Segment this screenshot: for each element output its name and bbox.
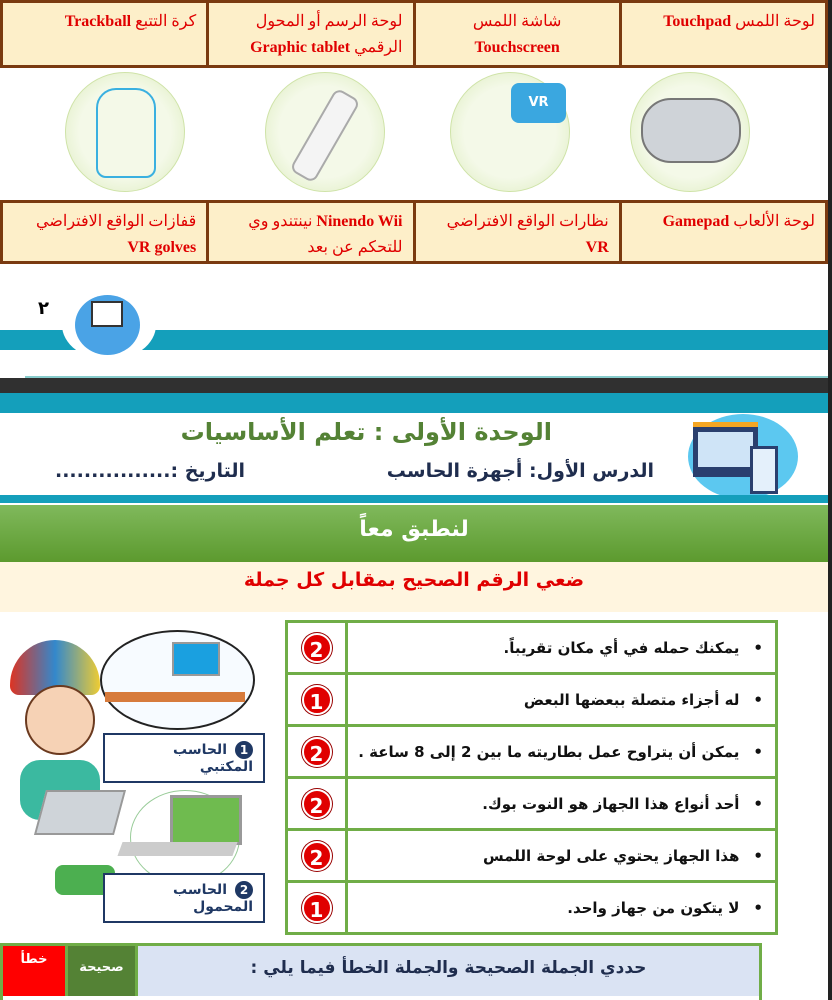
answer-badge: 2	[302, 633, 332, 663]
page-gap	[0, 378, 832, 393]
device-en: VR golves	[127, 239, 197, 256]
computer-logo-icon	[75, 295, 140, 355]
statement: • أحد أنواع هذا الجهاز هو النوت بوك.	[347, 778, 777, 830]
true-false-table	[0, 943, 762, 1000]
answer-cell[interactable]	[287, 674, 347, 726]
vr-gloves-image	[65, 72, 185, 192]
label-desktop	[103, 733, 265, 783]
device-ar: لوحة اللمس	[735, 13, 815, 30]
device-en: Touchpad	[663, 13, 732, 30]
answer-badge: 2	[302, 841, 332, 871]
answer-badge: 2	[302, 789, 332, 819]
table-row	[287, 778, 777, 830]
section-banner: لنطبق معاً	[0, 505, 828, 562]
false-header: خطأ	[3, 946, 68, 996]
table-row	[287, 882, 777, 934]
device-en: Touchscreen	[474, 39, 560, 56]
date-field: التاريخ :................	[55, 460, 245, 482]
monitor-icon	[688, 414, 798, 499]
wii-remote-image	[265, 72, 385, 192]
device-cell	[622, 3, 825, 65]
device-ar: لوحة الألعاب	[733, 213, 815, 230]
answer-badge: 1	[302, 685, 332, 715]
table-row	[287, 622, 777, 674]
device-en: Graphic tablet	[250, 39, 351, 56]
statement: • يمكن أن يتراوح عمل بطاريته ما بين 2 إلى 8 ساعة .	[347, 726, 777, 778]
device-cell	[416, 3, 619, 65]
statement: • لا يتكون من جهاز واحد.	[347, 882, 777, 934]
device-ar: قفازات الواقع الافتراضي	[35, 213, 197, 230]
device-en: VR	[585, 239, 609, 256]
device-ar: شاشة اللمس	[472, 13, 562, 30]
answer-cell[interactable]	[287, 778, 347, 830]
page-edge	[828, 0, 832, 1000]
device-en: Ninendo Wii	[316, 213, 403, 230]
device-ar: نظارات الواقع الافتراضي	[446, 213, 609, 230]
device-cell	[3, 3, 206, 65]
lesson-title: الدرس الأول: أجهزة الحاسب	[386, 460, 654, 482]
statement: • له أجزاء متصلة ببعضها البعض	[347, 674, 777, 726]
true-header: صحيحة	[68, 946, 138, 996]
device-ar: نينتندو وي للتحكم عن بعد	[248, 213, 403, 256]
table-row	[287, 674, 777, 726]
answer-cell[interactable]	[287, 726, 347, 778]
device-cell	[3, 203, 206, 261]
answer-cell[interactable]	[287, 882, 347, 934]
answer-cell[interactable]	[287, 622, 347, 674]
vr-label: VR	[511, 83, 566, 123]
table-row	[287, 830, 777, 882]
header-band	[0, 393, 828, 413]
unit-title: الوحدة الأولى : تعلم الأساسيات	[180, 418, 552, 446]
device-en: Trackball	[64, 13, 132, 30]
devices-row-1	[0, 0, 828, 68]
answer-cell[interactable]	[287, 830, 347, 882]
statement: • يمكنك حمله في أي مكان تقريباً.	[347, 622, 777, 674]
device-cell	[416, 203, 619, 261]
device-cell	[209, 203, 412, 261]
table-row	[287, 726, 777, 778]
page-number: ٢	[38, 298, 49, 319]
tf-question: حددي الجملة الصحيحة والجملة الخطأ فيما يلي :	[138, 946, 759, 996]
gamepad-image	[630, 72, 750, 192]
instruction: ضعي الرقم الصحيح بمقابل كل جملة	[0, 562, 828, 612]
divider	[0, 495, 828, 503]
matching-table	[285, 620, 778, 935]
label-text: الحاسب المحمول	[173, 882, 253, 915]
label-number: 2	[235, 881, 253, 899]
label-number: 1	[235, 741, 253, 759]
device-en: Gamepad	[662, 213, 730, 230]
label-text: الحاسب المكتبي	[173, 742, 253, 775]
devices-row-2	[0, 200, 828, 264]
device-cell	[209, 3, 412, 65]
device-ar: كرة التتبع	[135, 13, 197, 30]
device-ar: لوحة الرسم أو المحول الرقمي	[255, 13, 403, 56]
vr-headset-image	[450, 72, 570, 192]
answer-badge: 2	[302, 737, 332, 767]
statement: • هذا الجهاز يحتوي على لوحة اللمس	[347, 830, 777, 882]
label-laptop	[103, 873, 265, 923]
answer-badge: 1	[302, 893, 332, 923]
device-cell	[622, 203, 825, 261]
